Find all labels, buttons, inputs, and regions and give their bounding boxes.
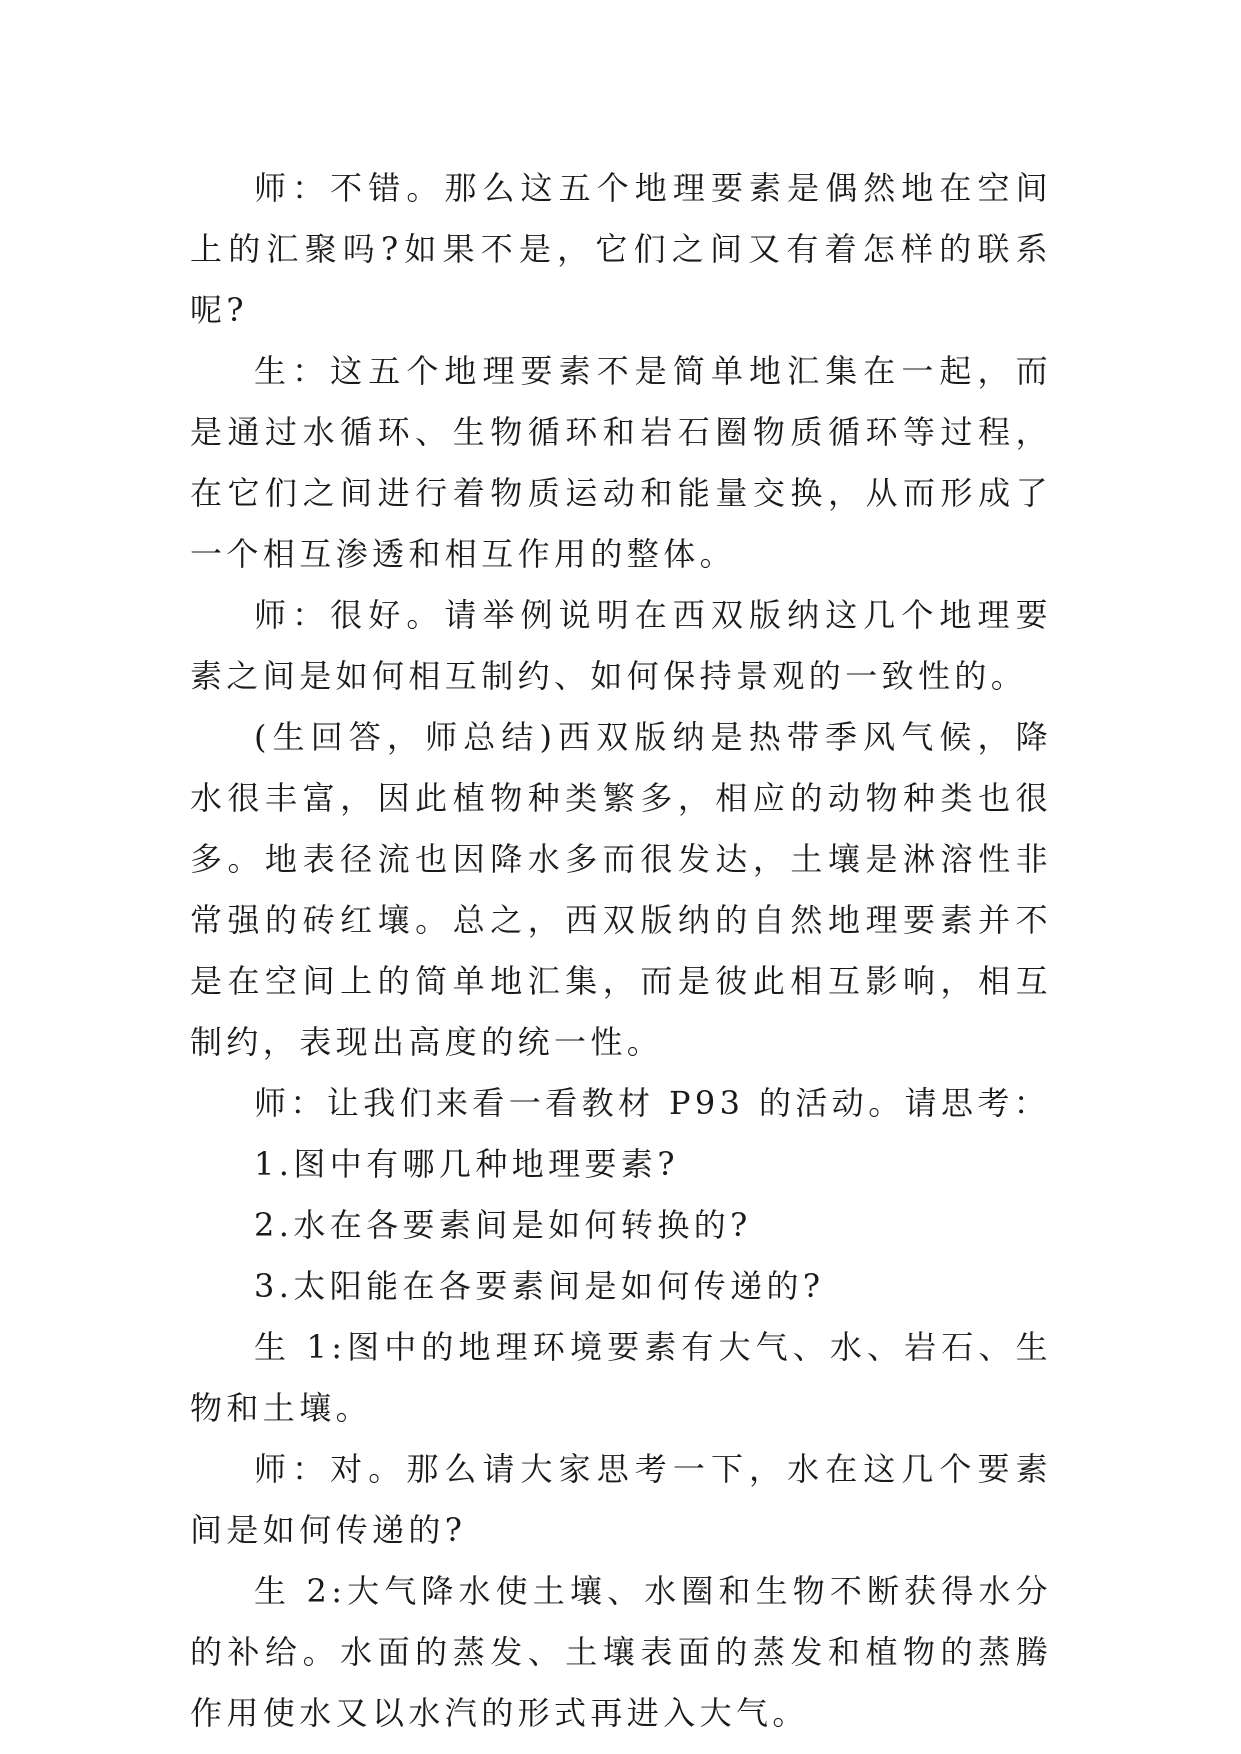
paragraph-student-1-answer: 生 1:图中的地理环境要素有大气、水、岩石、生物和土壤。 <box>190 1328 1052 1427</box>
paragraph-teacher-question-1: 师：不错。那么这五个地理要素是偶然地在空间上的汇聚吗?如果不是，它们之间又有着怎样的联系呢? <box>190 169 1052 329</box>
paragraph-student-answer-1: 生：这五个地理要素不是简单地汇集在一起，而是通过水循环、生物循环和岩石圈物质循环等过程，在它们之间进行着物质运动和能量交换，从而形成了一个相互渗透和相互作用的整体。 <box>190 352 1052 573</box>
paragraph-teacher-question-3: 师：对。那么请大家思考一下，水在这几个要素间是如何传递的? <box>190 1450 1052 1549</box>
paragraph-question-list-item-3: 3.太阳能在各要素间是如何传递的? <box>254 1267 825 1305</box>
paragraph-question-list-item-2: 2.水在各要素间是如何转换的? <box>254 1206 752 1244</box>
paragraph-teacher-question-2: 师：很好。请举例说明在西双版纳这几个地理要素之间是如何相互制约、如何保持景观的一致性的。 <box>190 596 1052 695</box>
paragraph-question-list-item-1: 1.图中有哪几种地理要素? <box>254 1145 679 1183</box>
paragraph-summary: (生回答，师总结)西双版纳是热带季风气候，降水很丰富，因此植物种类繁多，相应的动物种类也很多。地表径流也因降水多而很发达，土壤是淋溶性非常强的砖红壤。总之，西双版纳的自然地理要素并不是在空间上的简单地汇集，而是彼此相互影响，相互制约，表现出高度的统一性。 <box>190 718 1052 1061</box>
document-page <box>190 158 1052 1744</box>
paragraph-teacher-activity: 师：让我们来看一看教材 P93 的活动。请思考： <box>254 1084 1051 1122</box>
paragraph-student-2-answer: 生 2:大气降水使土壤、水圈和生物不断获得水分的补给。水面的蒸发、土壤表面的蒸发和植物的蒸腾作用使水又以水汽的形式再进入大气。 <box>190 1572 1052 1732</box>
